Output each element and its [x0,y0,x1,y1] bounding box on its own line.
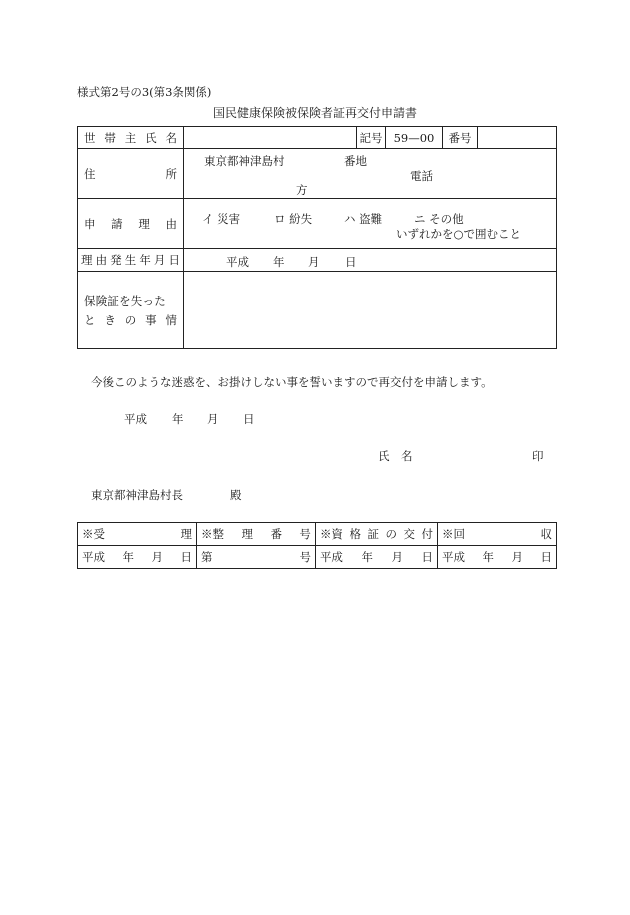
address-village: 東京都神津島村 [204,154,285,168]
reason-option-lost[interactable]: ロ 紛失 [274,212,313,226]
form-number-label: 様式第2号の3(第3条関係) [77,85,212,99]
circumstance-label-line2: と き の 事 情 [84,312,177,327]
collected-date-field[interactable]: 平成 年 月 日 [438,546,557,569]
form-title: 国民健康保険被保険者証再交付申請書 [213,106,418,120]
reason-option-disaster[interactable]: イ 災害 [202,212,241,226]
date-field[interactable] [184,249,557,272]
date-era: 平成 [226,255,249,269]
address-field[interactable] [184,149,557,199]
office-use-table [77,522,557,569]
sign-date-day: 日 [243,412,255,426]
reason-note: いずれかを○で囲むこと [396,227,522,241]
kigou-label: 記号 [357,127,386,149]
circumstance-field[interactable] [184,272,557,349]
statement-text: 今後このような迷惑を、お掛けしない事を誓いますので再交付を申請します。 [91,375,493,389]
date-month: 月 [308,255,320,269]
reason-option-other[interactable]: ニ その他 [414,212,464,226]
address-banchi: 番地 [344,154,367,168]
address-kata: 方 [296,183,308,197]
date-day: 日 [345,255,357,269]
reason-field[interactable] [184,199,557,249]
reason-label: 申 請 理 由 [84,216,177,231]
reason-option-theft[interactable]: ハ 盗難 [344,212,383,226]
date-year: 年 [273,255,285,269]
application-table [77,126,557,349]
kigou-value[interactable]: 59—00 [386,127,443,149]
address-label-cell [78,149,184,199]
sign-date-month: 月 [207,412,219,426]
qualification-certificate-header: ※資 格 証 の 交 付 [315,523,437,546]
received-date-field[interactable]: 平成 年 月 日 [78,546,197,569]
date-label-cell [78,249,184,272]
householder-label: 世 帯 主 氏 名 [84,130,177,145]
circumstance-label-cell [78,272,184,349]
address-phone-label: 電話 [410,169,433,183]
householder-label-cell [78,127,184,149]
sign-date-year: 年 [172,412,184,426]
bangou-label: 番号 [443,127,478,149]
seal-mark: 印 [532,449,544,463]
reason-label-cell [78,199,184,249]
honorific: 殿 [230,488,242,502]
householder-name-field[interactable] [184,127,357,149]
address-label: 住 所 [84,166,177,181]
date-label: 理 由 発 生 年 月 日 [81,253,180,267]
reference-number-field[interactable]: 第 号 [196,546,315,569]
collected-header: ※回 収 [438,523,557,546]
bangou-field[interactable] [478,127,557,149]
certificate-date-field[interactable]: 平成 年 月 日 [315,546,437,569]
received-header: ※受 理 [78,523,197,546]
circumstance-label-line1: 保険証を失った [84,293,166,308]
reference-number-header: ※整 理 番 号 [196,523,315,546]
sign-date-era: 平成 [124,412,147,426]
applicant-name-label: 氏 名 [378,449,413,463]
addressee: 東京都神津島村長 [91,488,183,502]
